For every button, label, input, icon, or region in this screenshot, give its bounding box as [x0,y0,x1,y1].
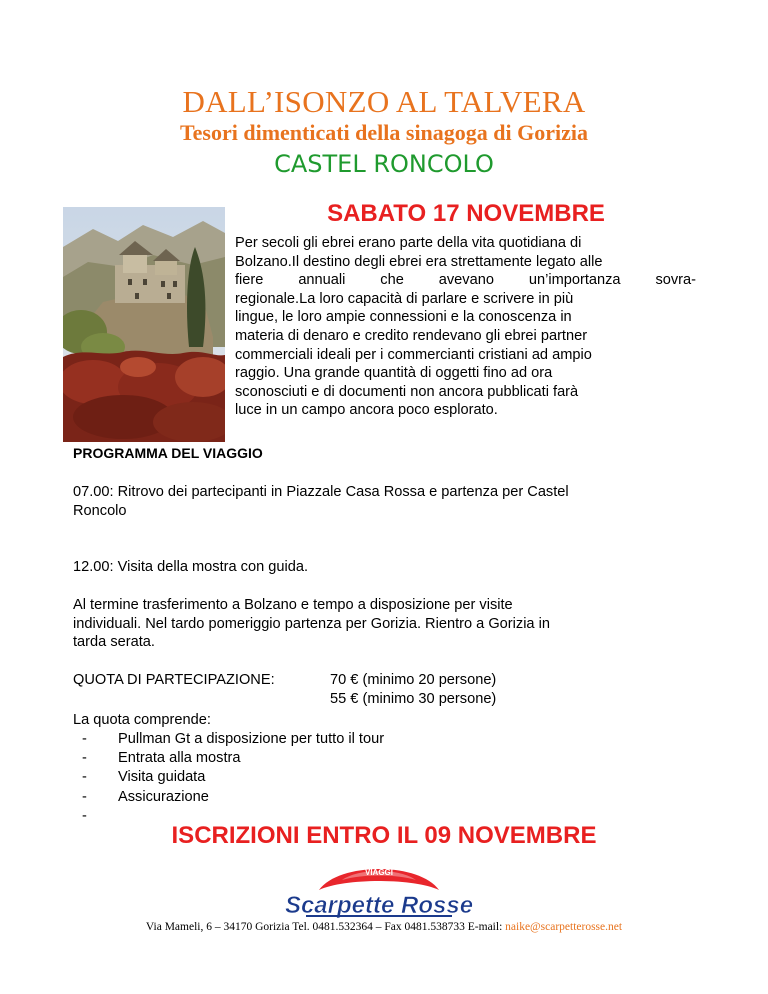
footer-contact [0,921,768,933]
intro-line: materia di denaro e credito rendevano gli ebrei partner [235,327,588,344]
scarpette-rosse-logo [284,856,474,920]
intro-line: lingue, le loro ampie connessioni e la conoscenza in [235,309,572,326]
intro-line: sconosciuti e di documenti non ancora pubblicati farà [235,383,579,400]
program-line: 07.00: Ritrovo dei partecipanti in Piazzale Casa Rossa e partenza per Castel [73,484,569,500]
intro-line: raggio. Una grande quantità di oggetti fino ad ora [235,365,553,382]
program-line: tarda serata. [73,634,155,651]
quota-price-2: 55 € (minimo 30 persone) [330,691,497,707]
event-date: SABATO 17 NOVEMBRE [327,200,605,227]
intro-line: Bolzano.Il destino degli ebrei era strettamente legato alle [235,253,603,270]
intro-paragraph [235,234,696,420]
quota-price-1: 70 € (minimo 20 persone) [330,672,497,688]
registration-deadline: ISCRIZIONI ENTRO IL 09 NOVEMBRE [171,822,597,849]
list-item: - Visita guidata [82,768,384,787]
logo-name-text: Scarpette Rosse [284,892,474,919]
program-title: PROGRAMMA DEL VIAGGIO [73,445,263,461]
intro-line: commerciali ideali per i commercianti cristiani ad ampio [235,346,592,363]
program-line: individuali. Nel tardo pomeriggio partenza per Gorizia. Rientro a Gorizia in [73,615,550,632]
intro-line: fiere annuali che avevano un’importanza sovra- [235,272,696,289]
footer-address: Via Mameli, 6 – 34170 Gorizia Tel. 0481.532364 – Fax 0481.538733 E-mail: [145,921,506,933]
includes-title: La quota comprende: [73,712,211,728]
program-item-departure [73,483,696,520]
intro-line: Per secoli gli ebrei erano parte della vita quotidiana di [235,235,582,251]
program-item-return [73,596,696,652]
intro-line: luce in un campo ancora poco esplorato. [235,402,498,419]
subtitle: Tesori dimenticati della sinagoga di Gorizia [179,120,589,145]
castle-photo [63,207,225,442]
logo-small-text: VIAGGI [364,868,394,877]
program-line: Roncolo [73,502,127,519]
program-line: Al termine trasferimento a Bolzano e tempo a disposizione per visite [73,597,513,613]
place-title: CASTEL RONCOLO [274,150,494,178]
footer-email-link[interactable]: naike@scarpetterosse.net [505,921,623,933]
quota-label: QUOTA DI PARTECIPAZIONE: [73,672,275,688]
intro-line: regionale.La loro capacità di parlare e scrivere in più [235,290,574,307]
list-item: - Pullman Gt a disposizione per tutto il tour [82,730,384,749]
main-title: DALL’ISONZO AL TALVERA [182,84,586,119]
includes-list [82,730,384,826]
program-item-visit: 12.00: Visita della mostra con guida. [73,559,308,575]
list-item: - Assicurazione [82,788,384,807]
list-item: - Entrata alla mostra [82,749,384,768]
